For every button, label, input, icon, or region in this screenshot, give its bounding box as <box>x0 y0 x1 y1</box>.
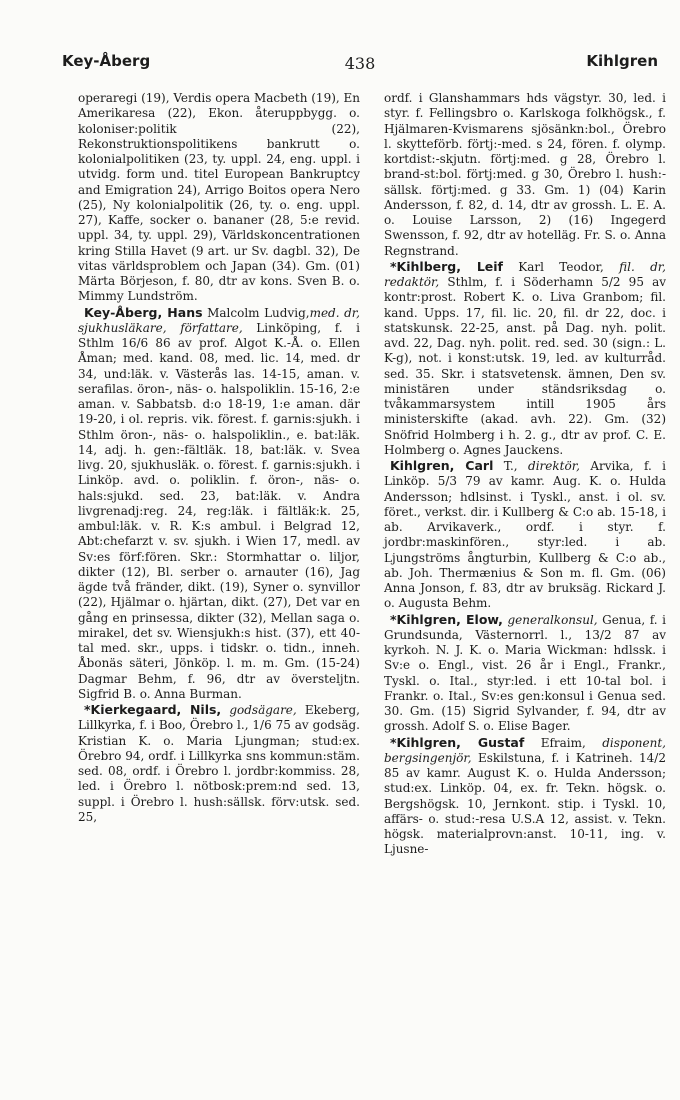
entry-title: med. dr, sjukhusläkare, författare, <box>78 305 360 335</box>
entry-name: Key-Åberg, Hans <box>84 304 203 320</box>
entry-title: generalkonsul, <box>507 612 598 627</box>
entry-name: Kihlgren, Carl <box>390 458 494 473</box>
entry-name: *Kierkegaard, Nils, <box>84 702 222 717</box>
right-column <box>384 91 666 858</box>
entry-given-names: Efraim, <box>524 735 603 750</box>
left-column <box>78 91 360 825</box>
entry-kihlgren-elow <box>384 612 666 735</box>
continuation-paragraph: ordf. i Glanshammars hds vägstyr. 30, led. i styr. f. Fellingsbro o. Karlskoga folkhögsk., f. Hjälmaren-Kvismarens sjösänkn:bol., Örebro l. skytteförb. förtj:-med. s 24, fören. f. olymp. kortdist:-skjutn. förtj:med. g 28, Örebro l. brand-st:bol. förtj:med. g 30, Örebro l. hush:-sällsk. förtj:med. g 33. Gm. 1) (04) Karin Andersson, f. 82, d. 14, dtr av grossh. L. E. A. o. Louise Larsson, 2) (16) Ingegerd Swensson, f. 92, dtr av hotelläg. Fr. S. o. Anna Regnstrand. <box>384 91 666 258</box>
entry-key-aberg <box>78 305 360 703</box>
entry-given-names: T., <box>493 459 529 473</box>
header-left-guide-word: Key-Åberg <box>62 52 151 70</box>
entry-name: *Kihlberg, Leif <box>390 258 503 274</box>
entry-kihlgren-gustaf <box>384 735 666 858</box>
entry-text: Linköping, f. i Sthlm 16/6 86 av prof. Algot K.-Å. o. Ellen Åman; med. kand. 08, med. lic. 14, med. dr 34, und:läk. v. Västerås las. 14-15, aman. v. serafilas. öron-, näs- o. halspoliklin. 15-16, 2:e aman. v. Sabbatsb. d:o 18-19, 1:e aman. där 19-20, i ol. repris. vik. förest. f. garnis:sjukh. i Sthlm öron-, näs- o. halspoliklin., e. bat:läk. 14, adj. h. gen:-fältläk. 18, bat:läk. v. Svea livg. 20, sjukhusläk. o. förest. f. garnis:sjukh. i Linköp. avd. o. poliklin. f. öron-, näs- o. hals:sjukd. sed. 23, bat:läk. v. Andra livgrenadj:reg. 24, reg:läk. i fältläk:k. 25, ambul:läk. v. R. K:s ambul. i Belgrad 12, Abt:chefarzt v. sv. sjukh. i Wien 17, medl. av Sv:es förf:fören. Skr.: Stormhattar o. liljor, dikter (12), Bl. serber o. arnauter (16), Jag ägde två fränder, dikt. (19), Syner o. synvillor (22), Hjälmar o. hjärtan, dikt. (27), Det var en gång en prinsessa, dikter (32), Mellan saga o. mirakel, det sv. Wiensjukh:s hist. (37), ett 40-tal med. skr., upps. i tidskr. o. tidn., inneh. Åbonäs säteri, Jönköp. l. m. m. Gm. (15-24) Dagmar Behm, f. 96, dtr av översteljtn. Sigfrid B. o. Anna Burman. <box>78 320 361 701</box>
entry-kihlberg-leif <box>384 259 666 458</box>
entry-given-names: Karl Teodor, <box>502 259 620 274</box>
entry-text: Arvika, f. i Linköp. 5/3 79 av kamr. Aug. K. o. Hulda Andersson; hdlsinst. i Tyskl., anst. i ol. sv. föret., verkst. dir. i Kullberg & C:o ab. 15-18, i ab. Arvikaverk., ordf. i styr. f. jordbr:maskinfören., styr:led. i ab. Ljungströms ångturbin, Kullberg & C:o ab., ab. Joh. Thermænius & Son m. fl. Gm. (06) Anna Jonson, f. 83, dtr av bruksäg. Rickard J. o. Augusta Behm. <box>384 459 667 611</box>
page-number: 438 <box>344 54 376 73</box>
entry-text: Genua, f. i Grundsunda, Västernorrl. l., 13/2 87 av kyrkoh. N. J. K. o. Maria Wickman: hdlssk. i Sv:e o. Engl., vist. 26 år i Engl., Frankr., Tyskl. o. Ital., styr:led. i ett 10-tal bol. i Frankr. o. Ital., Sv:es gen:konsul i Genua sed. 30. Gm. (15) Sigrid Sylvander, f. 94, dtr av grossh. Adolf S. o. Elise Bager. <box>384 612 666 734</box>
entry-kierkegaard <box>78 702 360 825</box>
entry-given-names: Malcolm Ludvig, <box>202 305 310 320</box>
entry-title: direktör, <box>528 459 580 473</box>
entry-text: Ekeberg, Lillkyrka, f. i Boo, Örebro l., 1/6 75 av godsäg. Kristian K. o. Maria Ljungman; stud:ex. Örebro 94, ordf. i Lillkyrka sns kommun:stäm. sed. 08, ordf. i Örebro l. jordbr:kommiss. 28, led. i Örebro l. nötbosk:prem:nd sed. 13, suppl. i Örebro l. hush:sällsk. förv:utsk. sed. 25, <box>78 703 360 824</box>
entry-text: Sthlm, f. i Söderhamn 5/2 95 av kontr:prost. Robert K. o. Liva Granbom; fil. kand. Upps. 17, fil. lic. 20, fil. dr 22, doc. i statskunsk. 22-25, anst. på Dag. nyh. polit. avd. 22, Dag. nyh. polit. red. sed. 30 (sign.: L. K-g), not. i konst:utsk. 19, led. av kulturråd. sed. 35. Skr. i statsvetensk. ämnen, Den sv. ministären under ständsriksdag o. tvåkammarsystem intill 1905 års ministerskifte (akad. avh. 22). Gm. (32) Snöfrid Holmberg i h. 2. g., dtr av prof. C. E. Holmberg o. Agnes Jauckens. <box>384 275 666 457</box>
entry-title: godsägare, <box>229 703 297 717</box>
header-right-guide-word: Kihlgren <box>586 52 658 70</box>
page-header <box>62 52 658 76</box>
entry-text: Eskilstuna, f. i Katrineh. 14/2 85 av kamr. August K. o. Hulda Andersson; stud:ex. Linköp. 04, ex. fr. Tekn. högsk. o. Bergshögsk. 10, Jernkont. stip. i Tyskl. 10, affärs- o. stud:-resa U.S.A 12, assist. v. Tekn. högsk. materialprovn:anst. 10-11, ing. v. Ljusne- <box>384 750 666 857</box>
entry-name: *Kihlgren, Elow, <box>390 611 503 627</box>
entry-kihlgren-carl <box>384 458 666 612</box>
entry-title: disponent, bergsingenjör, <box>384 735 666 765</box>
entry-name: *Kihlgren, Gustaf <box>390 734 525 750</box>
entry-title: fil. dr, redaktör, <box>384 259 666 289</box>
continuation-paragraph: operaregi (19), Verdis opera Macbeth (19), En Amerikaresa (22), Ekon. återuppbygg. o. koloniser:politik (22), Rekonstruktionspolitikens bankrutt o. kolonialpolitiken (23, ty. uppl. 24, eng. uppl. i utvidg. form und. titel European Bankruptcy and Emigration 24), Arrigo Boitos opera Nero (25), Ny kolonialpolitik (26, ty. o. eng. uppl. 27), Kaffe, socker o. bananer (28, 5:e revid. uppl. 34, ty. uppl. 29), Världskoncentrationen kring Stilla Havet (9 art. ur Sv. dagbl. 32), De vitas världsproblem och Japan (34). Gm. (01) Märta Börjeson, f. 80, dtr av kons. Sven B. o. Mimmy Lundström. <box>78 91 360 304</box>
